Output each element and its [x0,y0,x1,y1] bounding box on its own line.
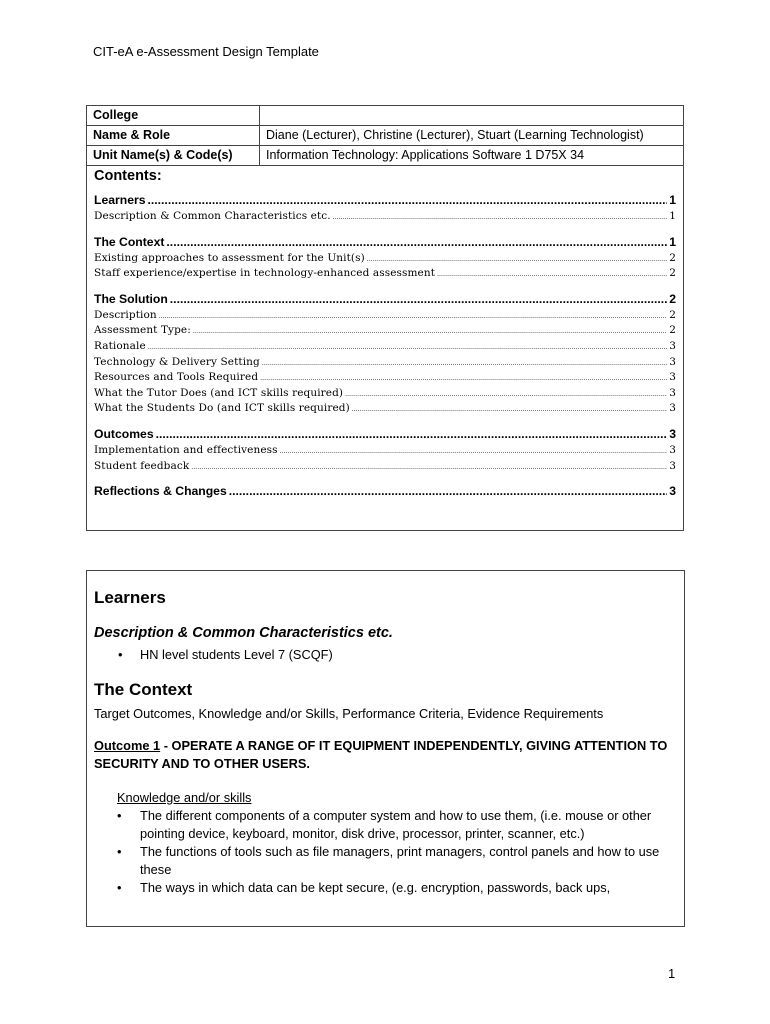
toc-subentry[interactable] [94,308,676,324]
toc-subentry[interactable] [94,386,676,402]
list-item: • The ways in which data can be kept secure, (e.g. encryption, passwords, back ups, [94,879,676,897]
toc-leader [352,402,667,418]
table-row [87,146,683,166]
toc-leader [148,340,667,356]
toc-page-number: 2 [669,308,676,321]
toc-leader [367,252,667,268]
toc-subentry-label: Technology & Delivery Setting [94,355,260,368]
toc-entry[interactable] [94,427,676,443]
toc-page-number: 1 [669,234,676,249]
contents-title: Contents: [94,168,162,184]
toc-subentry[interactable] [94,370,676,386]
toc-page-number: 3 [669,402,676,415]
learners-heading: Learners [94,588,166,607]
toc-entry[interactable] [94,484,676,500]
toc-subentry-label: What the Students Do (and ICT skills required) [94,402,350,415]
toc-page-number: 1 [669,193,676,207]
toc-leader [191,460,667,476]
toc-leader [229,484,667,498]
toc-subentry-label: Student feedback [94,459,190,472]
page-header: CIT-eA e-Assessment Design Template [93,44,319,59]
toc-entry[interactable] [94,292,676,308]
toc-page-number: 3 [669,355,676,368]
toc-page-number: 2 [669,291,676,306]
table-row [87,106,683,126]
page-number: 1 [668,966,676,981]
toc-leader [262,356,667,372]
toc-page-number: 3 [669,339,676,352]
toc-page-number: 2 [669,267,676,280]
knowledge-skills-label: Knowledge and/or skills [117,790,252,805]
info-table [87,106,683,166]
context-heading: The Context [94,680,193,699]
toc-leader [170,292,667,306]
toc-page-number: 1 [669,210,676,222]
list-item: • The functions of tools such as file managers, print managers, control panels and how to use these [94,843,676,879]
toc-page-number: 3 [669,484,676,499]
toc-leader [166,235,667,249]
toc-page-number: 3 [669,426,676,441]
toc-subentry-label: What the Tutor Does (and ICT skills required) [94,386,344,399]
cover-box [86,105,684,531]
college-value [260,106,684,126]
toc-subentry[interactable] [94,459,676,475]
list-item: • The different components of a computer system and how to use them, (i.e. mouse or other pointing device, keyboard, monitor, disk drive, processor, printer, scanner, etc.) [94,807,676,843]
list-item: • HN level students Level 7 (SCQF) [94,646,676,664]
toc-leader [148,193,668,207]
toc-page-number: 3 [669,386,676,399]
toc-page-number: 2 [669,324,676,337]
toc-leader [159,309,667,325]
table-row [87,126,683,146]
toc-page-number: 3 [669,443,676,456]
toc-subentry-label: Resources and Tools Required [94,371,259,384]
toc-entry-label: Outcomes [94,426,154,441]
toc-page-number: 2 [669,251,676,264]
context-intro: Target Outcomes, Knowledge and/or Skills, Performance Criteria, Evidence Requirements [94,706,604,721]
toc-entry-label: Reflections & Changes [94,484,227,499]
toc-leader [333,210,667,226]
knowledge-skills-list [94,807,676,897]
toc-subentry-label: Description [94,308,157,321]
unit-value: Information Technology: Applications Software 1 D75X 34 [260,146,684,166]
learners-subheading: Description & Common Characteristics etc. [94,625,393,641]
toc-subentry[interactable] [94,443,676,459]
toc-subentry-label: Implementation and effectiveness [94,443,278,456]
toc-subentry[interactable] [94,266,676,282]
toc-entry[interactable] [94,193,676,209]
toc-subentry-label: Staff experience/expertise in technology-enhanced assessment [94,267,436,280]
unit-label: Unit Name(s) & Code(s) [87,146,260,166]
toc-leader [193,324,667,340]
learners-list [94,646,676,664]
toc-page-number: 3 [669,459,676,472]
toc-subentry-label: Assessment Type: [94,324,191,337]
toc-subentry[interactable] [94,209,676,225]
toc-leader [260,371,667,387]
table-of-contents [94,193,676,500]
outcome-1 [94,737,676,773]
toc-entry-label: The Context [94,234,165,249]
toc-subentry-label: Existing approaches to assessment for the Unit(s) [94,251,365,264]
toc-subentry[interactable] [94,401,676,417]
college-label: College [87,106,260,126]
toc-page-number: 3 [669,371,676,384]
toc-leader [156,427,668,441]
toc-entry-label: Learners [94,193,146,207]
toc-leader [280,444,668,460]
toc-entry[interactable] [94,235,676,251]
toc-subentry-label: Rationale [94,339,146,352]
name-role-label: Name & Role [87,126,260,146]
toc-leader [345,387,667,403]
toc-subentry-label: Description & Common Characteristics etc. [94,210,331,222]
toc-subentry[interactable] [94,339,676,355]
outcome-text: - OPERATE A RANGE OF IT EQUIPMENT INDEPENDENTLY, GIVING ATTENTION TO SECURITY AND TO OTHER USERS. [94,738,668,771]
toc-subentry[interactable] [94,355,676,371]
toc-leader [437,267,667,283]
toc-subentry[interactable] [94,251,676,267]
name-role-value: Diane (Lecturer), Christine (Lecturer), Stuart (Learning Technologist) [260,126,684,146]
outcome-label: Outcome 1 [94,738,161,753]
toc-subentry[interactable] [94,323,676,339]
learners-box [86,570,685,927]
toc-entry-label: The Solution [94,291,168,306]
